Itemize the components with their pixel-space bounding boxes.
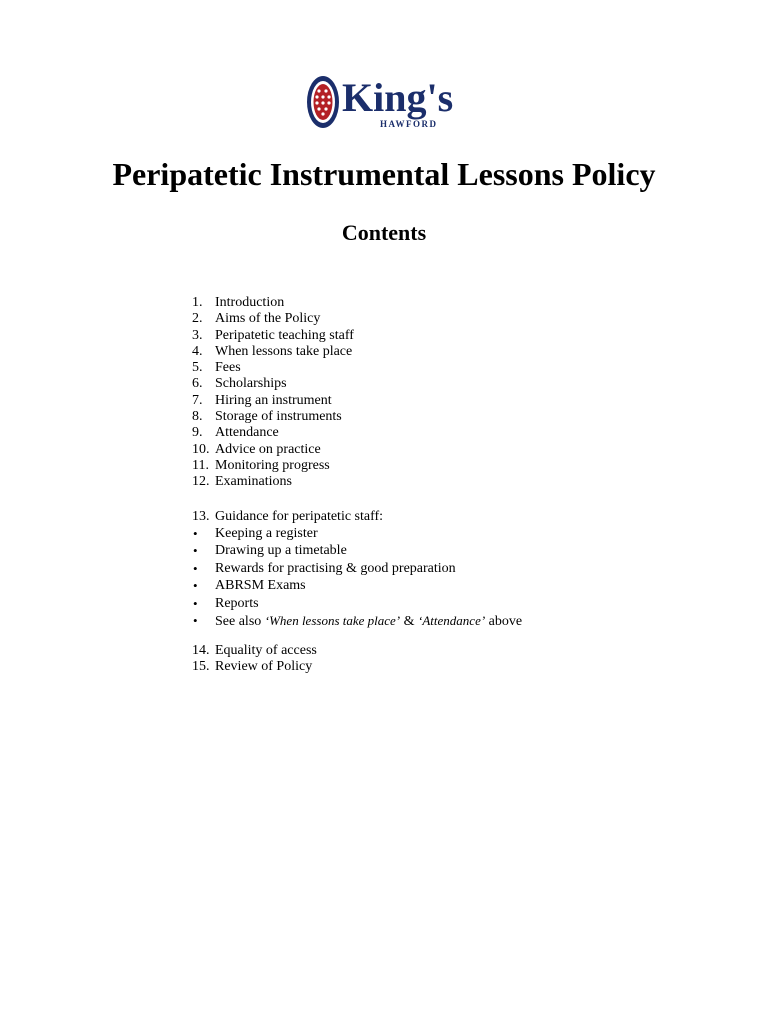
- contents-item: 11. Monitoring progress: [192, 457, 330, 473]
- bullet-item: • Rewards for practising & good preparation: [193, 560, 456, 576]
- contents-item: 4. When lessons take place: [192, 343, 353, 359]
- bullet-item: • Reports: [193, 595, 259, 611]
- logo-subtext: HAWFORD: [380, 119, 438, 129]
- contents-item: 2. Aims of the Policy: [192, 311, 321, 327]
- contents-item: 6. Scholarships: [192, 376, 287, 392]
- bullet-item: • Keeping a register: [193, 526, 318, 541]
- contents-item: 15. Review of Policy: [192, 659, 313, 675]
- final-contents-list: [192, 643, 317, 676]
- contents-item: 3. Peripatetic teaching staff: [192, 327, 354, 343]
- contents-item-guidance: 13. Guidance for peripatetic staff:: [192, 509, 384, 524]
- contents-item: 14. Equality of access: [192, 643, 317, 658]
- bullet-icon: •: [193, 595, 198, 611]
- contents-item: 1. Introduction: [192, 295, 285, 310]
- see-also-ref-lessons: ‘When lessons take place’: [264, 613, 401, 629]
- see-also-ref-attendance: ‘Attendance’: [418, 613, 486, 629]
- kings-crest-logo: [304, 73, 466, 133]
- contents-item: 9. Attendance: [192, 425, 279, 441]
- bullet-icon: •: [193, 543, 198, 559]
- contents-item: 10. Advice on practice: [192, 441, 321, 457]
- bullet-item: • Drawing up a timetable: [193, 543, 347, 559]
- contents-item: 8. Storage of instruments: [192, 409, 342, 425]
- contents-heading: Contents: [341, 220, 427, 245]
- guidance-heading-list: [192, 508, 383, 525]
- contents-list: [192, 295, 354, 491]
- bullet-item-see-also: • See also ‘When lessons take place’ & ‘Attendance’ above: [193, 613, 523, 630]
- bullet-icon: •: [193, 560, 198, 576]
- bullet-icon: •: [193, 526, 198, 541]
- bullet-item: • ABRSM Exams: [193, 578, 306, 594]
- contents-item: 5. Fees: [192, 360, 241, 376]
- bullet-icon: •: [193, 578, 198, 594]
- guidance-bullet-list: [192, 525, 522, 630]
- bullet-icon: •: [193, 613, 198, 629]
- contents-item: 7. Hiring an instrument: [192, 392, 332, 408]
- logo-wordmark: King's: [342, 75, 454, 120]
- contents-item: 12. Examinations: [192, 474, 292, 490]
- school-logo: [304, 73, 466, 133]
- document-title: Peripatetic Instrumental Lessons Policy: [112, 156, 656, 192]
